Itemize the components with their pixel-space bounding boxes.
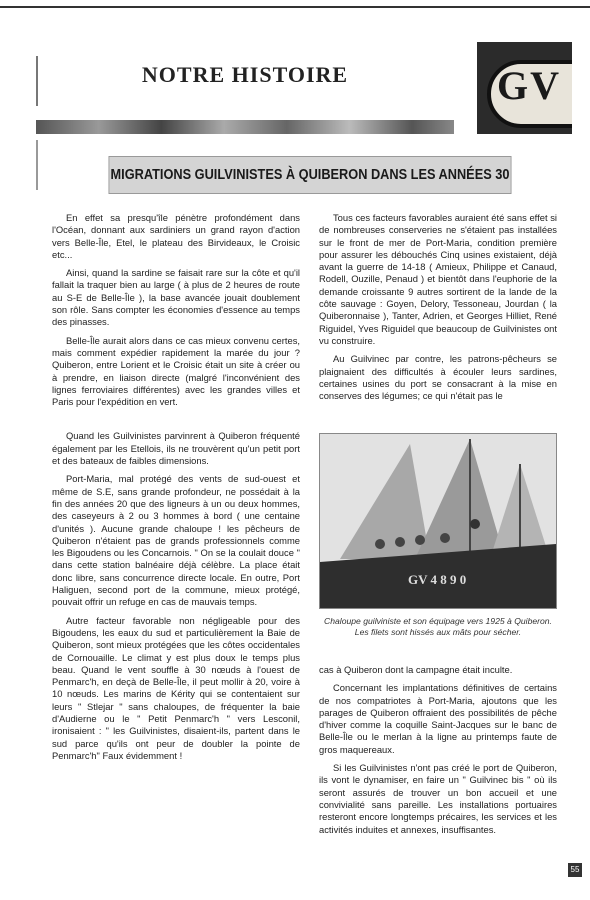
paragraph: Si les Guilvinistes n'ont pas créé le port de Quiberon, ils vont le dynamiser, en faire un " Guilvinec bis " où ils seront assurés de trouver un bon accueil et une convivialité sans pareille. Les installations portuaires resteront encore longtemps précaires, les services et les activités induites et annexes, insuffisantes. (319, 762, 557, 835)
column-right-bottom (319, 664, 557, 842)
column-left (52, 212, 300, 768)
paragraph: Autre facteur favorable non négligeable pour des Bigoudens, les eaux du sud et particulièrement la Baie de Quiberon, sont mieux protégées que les côtes occidentales de Cornouaille. Le climat y est plus doux le temps plus beau. Quand le vent souffle à 30 nœuds à l'ouest de Penmarc'h, en deçà de Belle-Île, il peut mollir à 20, voire à 10 nœuds. Les marins de Kérity qui se contentaient sur leurs " Stlejar " sans chaloupes, de fréquenter la baie d'Audierne ou le " Petit Penmarc'h " vers Lesconil, ironisaient : " les Guilvinistes, disaient-ils, partent dans le sud parce qu'ils ont peur de doubler la pointe de Penmarc'h" Faux évidemment ! (52, 614, 300, 761)
section-title: NOTRE HISTOIRE (141, 62, 349, 87)
paragraph: Concernant les implantations définitives de certains de nos compatriotes à Port-Maria, ajoutons que les parages de Quiberon offraient des possibilités de pêche d'hiver comme la coquille Saint-Jacques sur le banc de Belle-Île ou le merlan à la ligne au printemps faute de gros maquereaux. (319, 682, 557, 755)
logo-lettering: GV (497, 63, 561, 108)
column-right-top (319, 212, 557, 408)
paragraph: Ainsi, quand la sardine se faisait rare sur la côte et qu'il fallait la traquer bien au large ( à plus de 2 heures de route au S-E de Belle-Île ), la base avancée jouait doublement son rôle. Sans compter les économies d'essence au temps des pinasses. (52, 267, 300, 328)
top-rule (0, 6, 590, 8)
hull-number: GV 4 8 9 0 (408, 572, 467, 587)
paragraph: En effet sa presqu'île pénètre profondément dans l'Océan, donnant aux sardiniers un grand rayon d'action vers Belle-Île, Etel, le plateau des Birvideaux, le Croisic etc... (52, 212, 300, 260)
article-title: MIGRATIONS GUILVINISTES À QUIBERON DANS LES ANNÉES 30 (108, 156, 511, 194)
paragraph: Port-Maria, mal protégé des vents de sud-ouest et même de S.E, sans grande profondeur, ne possédait à la fin des années 20 que des ligneurs à un ou deux hommes, des caseyeurs à 2 ou 3 hommes à bord ( une centaine d'unités ). Aucune grande chaloupe ! les pêcheurs de Quiberon n'étaient pas de grands professionnels comme les Bigoudens ou les Concarnois. " On se la coulait douce " dans cette station balnéaire déjà célèbre. La place était donc libre, sans concurrence directe locale. En outre, Port Haliguen, second port de la commune, mieux protégé, pouvait offrir un refuge en cas de mauvais temps. (52, 473, 300, 608)
boat-photo (319, 433, 557, 609)
gv-logo (477, 42, 572, 134)
page-number: 55 (568, 863, 582, 877)
photo-caption: Chaloupe guilviniste et son équipage vers 1925 à Quiberon. Les filets sont hissés aux mâts pour sécher. (324, 616, 552, 637)
paragraph: Belle-Île aurait alors dans ce cas mieux convenu certes, mais comment expédier rapidement la marée du jour ? Quiberon, entre Lorient et le Croisic était un site à créer ou à prendre, en liaison directe (malgré l'inconvénient des lignes ferroviaires différentes) avec les grandes villes et Paris pour l'expédition en vert. (52, 334, 300, 408)
paragraph: Tous ces facteurs favorables auraient été sans effet si de nombreuses conserveries ne s'étaient pas installées sur le front de mer de Port-Maria, condition première pour assurer les débouchés Cinq usines existaient, déjà avant la guerre de 14-18 ( Amieux, Philippe et Canaud, Rodell, Ouzille, Penaud ) et bientôt dans l'euphorie de la demande croissante 9 autres sortirent de la lande de la côte sauvage : Goyen, Delory, Tessoneau, Jourdan ( la Quiberonnaise ), Tanter, Adrien, et Georges Hilliet, René Riguidel, Yves Riguidel que beaucoup de Guilvinistes ont vu construire. (319, 212, 557, 346)
boat-illustration (320, 434, 556, 608)
title-left-rule (36, 140, 38, 190)
header-banner-photo (36, 120, 454, 134)
paragraph: cas à Quiberon dont la campagne était inculte. (319, 664, 513, 675)
paragraph: Quand les Guilvinistes parvinrent à Quiberon fréquenté également par les Etellois, ils ne trouvèrent qu'un petit port et des bateaux de faibles dimensions. (52, 430, 300, 467)
paragraph: Au Guilvinec par contre, les patrons-pêcheurs se plaignaient des difficultés à écouler leurs sardines, certaines usines du port se consacrant à la mise en conserves des légumes; ce qui n'était pas le (319, 353, 557, 402)
